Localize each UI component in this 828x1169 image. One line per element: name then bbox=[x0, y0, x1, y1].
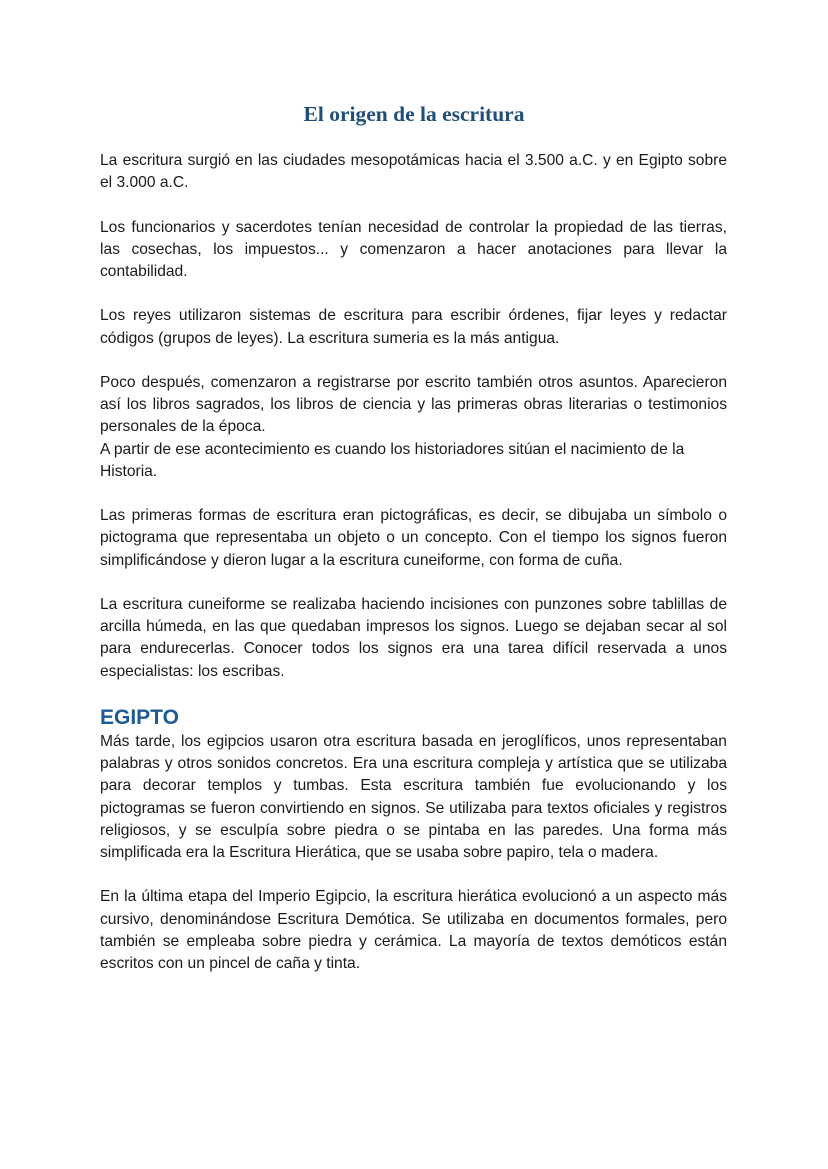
paragraph-origin: La escritura surgió en las ciudades mesopotámicas hacia el 3.500 a.C. y en Egipto sobre el 3.000 a.C. bbox=[100, 152, 727, 192]
section-heading-egipto: EGIPTO bbox=[100, 705, 179, 729]
paragraph-egipto-demotica: En la última etapa del Imperio Egipcio, la escritura hierática evolucionó a un aspecto más cursivo, denominándose Escritura Demótica. Se utilizaba en documentos formales, pero también se empleaba sobre piedra y cerámica. La mayoría de textos demóticos están escritos con un pincel de caña y tinta. bbox=[100, 888, 727, 972]
paragraph-poco-despues: Poco después, comenzaron a registrarse por escrito también otros asuntos. Aparecieron así los libros sagrados, los libros de ciencia y las primeras obras literarias o testimonios personales de la época. bbox=[100, 373, 727, 436]
paragraph-pictograficas: Las primeras formas de escritura eran pictográficas, es decir, se dibujaba un símbolo o pictograma que representaba un objeto o un concepto. Con el tiempo los signos fueron simplificándose y dieron lugar a la escritura cuneiforme, con forma de cuña. bbox=[100, 507, 727, 569]
paragraph-historia: A partir de ese acontecimiento es cuando los historiadores sitúan el nacimiento de la Historia. bbox=[100, 440, 685, 480]
paragraph-cuneiforme: La escritura cuneiforme se realizaba haciendo incisiones con punzones sobre tablillas de arcilla húmeda, en las que quedaban impresos los signos. Luego se dejaban secar al sol para endurecerlas. Conocer todos los signos era una tarea difícil reservada a unos especialistas: los escribas. bbox=[100, 595, 727, 680]
paragraph-egipto-jeroglificos: Más tarde, los egipcios usaron otra escritura basada en jeroglíficos, unos representaban palabras y otros sonidos concretos. Era una escritura compleja y artística que se utilizaba para decorar templos y tumbas. Esta escritura también fue evolucionando y los pictogramas se fueron convirtiendo en signos. Se utilizaba para textos oficiales y registros religiosos, y se esculpía sobre piedra o se pintaba en las paredes. Una forma más simplificada era la Escritura Hierática, que se usaba sobre papiro, tela o madera. bbox=[100, 732, 727, 861]
document-body bbox=[100, 150, 727, 997]
paragraph-reyes: Los reyes utilizaron sistemas de escritura para escribir órdenes, fijar leyes y redactar códigos (grupos de leyes). La escritura sumeria es la más antigua. bbox=[100, 307, 727, 347]
page-title: El origen de la escritura bbox=[303, 102, 525, 126]
paragraph-funcionarios: Los funcionarios y sacerdotes tenían necesidad de controlar la propiedad de las tierras, las cosechas, los impuestos... y comenzaron a hacer anotaciones para llevar la contabilidad. bbox=[100, 218, 727, 280]
